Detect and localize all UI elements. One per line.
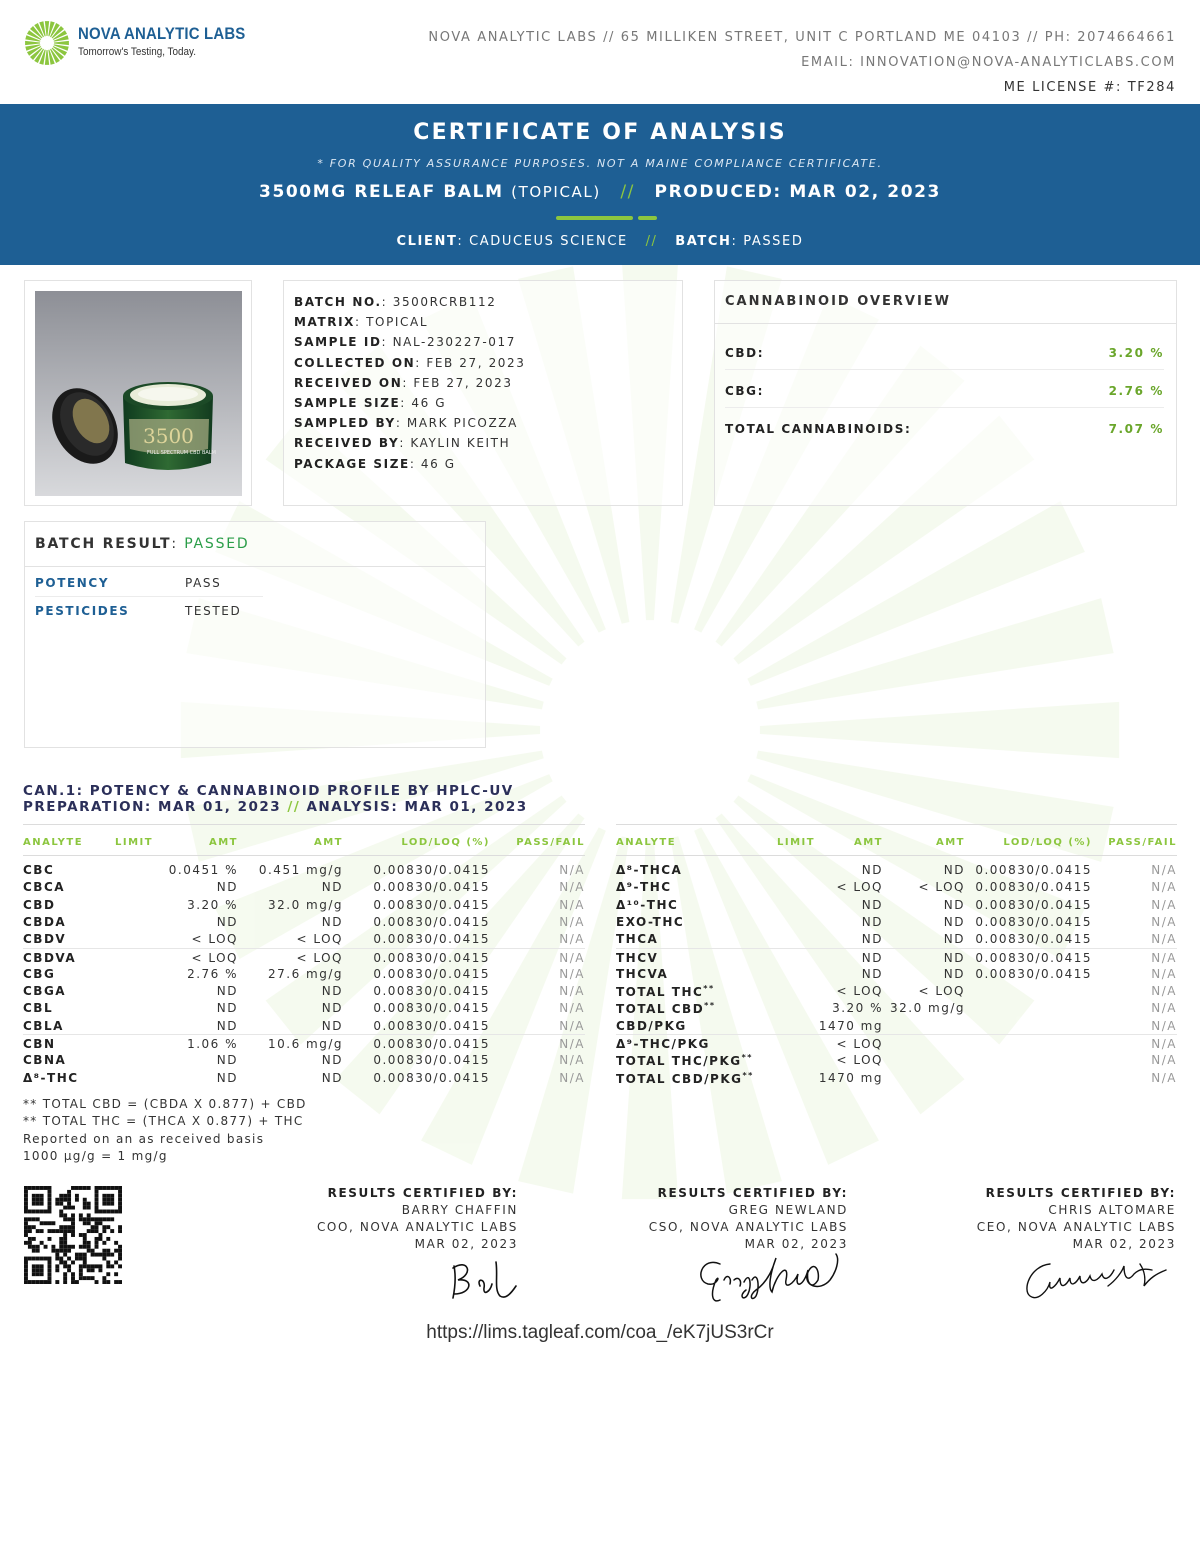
certifier-block-1 bbox=[258, 1185, 518, 1253]
analyte-name-text: CBDVA bbox=[23, 950, 77, 965]
overview-value: 2.76 % bbox=[1108, 384, 1164, 398]
cell-pf: N/A bbox=[1151, 897, 1177, 912]
product-separator: // bbox=[620, 182, 635, 202]
cell-amt1: ND bbox=[861, 932, 883, 947]
cell-amt2: ND bbox=[943, 932, 965, 947]
table-row bbox=[23, 1069, 585, 1086]
analyte-name bbox=[616, 984, 715, 999]
column-header-limit: LIMIT bbox=[777, 837, 816, 848]
product-photo[interactable] bbox=[35, 291, 242, 496]
cell-amt1: 2.76 % bbox=[187, 966, 238, 981]
product-line bbox=[0, 182, 1200, 202]
sample-info-value: : FEB 27, 2023 bbox=[415, 355, 526, 370]
analyte-name bbox=[23, 932, 66, 946]
cell-pf: N/A bbox=[559, 1053, 585, 1068]
overview-label: CBD: bbox=[725, 346, 765, 360]
cell-amt1: 1470 mg bbox=[818, 1070, 883, 1085]
cell-amt2: 0.451 mg/g bbox=[258, 863, 343, 877]
column-header-amt1: AMT bbox=[853, 837, 883, 848]
lab-license: ME LICENSE #: TF284 bbox=[1003, 80, 1176, 95]
cell-pf: N/A bbox=[1151, 966, 1177, 981]
overview-label: TOTAL CANNABINOIDS: bbox=[725, 422, 912, 436]
cell-amt1: < LOQ bbox=[191, 932, 238, 947]
cell-lod: 0.00830/0.0415 bbox=[975, 932, 1092, 947]
potency-table-left bbox=[23, 824, 585, 1085]
cell-amt2: < LOQ bbox=[296, 932, 343, 947]
analyte-name-text: THCA bbox=[616, 932, 659, 947]
analyte-name bbox=[616, 880, 672, 894]
sample-info-row bbox=[294, 312, 526, 332]
cell-amt2: ND bbox=[943, 914, 965, 929]
analyte-name-text: CBNA bbox=[23, 1053, 67, 1068]
title-banner bbox=[0, 104, 1200, 265]
table-row bbox=[23, 999, 585, 1016]
cell-lod: 0.00830/0.0415 bbox=[373, 1001, 490, 1016]
cell-lod: 0.00830/0.0415 bbox=[373, 966, 490, 981]
sample-info-label: COLLECTED ON bbox=[294, 355, 416, 370]
analyte-name bbox=[616, 863, 682, 877]
signature-greg-newland bbox=[690, 1250, 850, 1306]
sample-info-label: SAMPLE SIZE bbox=[294, 395, 401, 410]
analyte-name-text: Δ⁹-THC bbox=[616, 880, 672, 895]
svg-text:3500: 3500 bbox=[143, 424, 194, 448]
analyte-name-text: CBC bbox=[23, 863, 55, 877]
table-row bbox=[23, 1034, 585, 1051]
cell-lod: 0.00830/0.0415 bbox=[975, 914, 1092, 929]
analyte-name bbox=[616, 1071, 754, 1086]
cell-lod: 0.00830/0.0415 bbox=[975, 950, 1092, 965]
cell-amt1: ND bbox=[861, 950, 883, 965]
footnote-marker: ** bbox=[704, 1001, 716, 1011]
analysis-date: ANALYSIS: MAR 01, 2023 bbox=[306, 799, 528, 815]
cell-lod: 0.00830/0.0415 bbox=[975, 966, 1092, 981]
table-row bbox=[616, 999, 1177, 1016]
batch-label: BATCH bbox=[675, 234, 732, 249]
batch-value: : PASSED bbox=[731, 234, 804, 249]
table-row bbox=[616, 861, 1177, 878]
sunburst-logo-icon bbox=[24, 20, 70, 66]
cell-lod: 0.00830/0.0415 bbox=[373, 932, 490, 947]
cell-amt2: ND bbox=[321, 1070, 343, 1085]
sample-info-row bbox=[294, 373, 526, 393]
sample-info-value: : KAYLIN KEITH bbox=[399, 436, 511, 451]
cell-pf: N/A bbox=[1151, 950, 1177, 965]
signature-barry-chaffin bbox=[440, 1256, 520, 1302]
lab-email[interactable]: EMAIL: INNOVATION@NOVA-ANALYTICLABS.COM bbox=[801, 55, 1176, 70]
cell-pf: N/A bbox=[559, 1070, 585, 1085]
analyte-name bbox=[616, 1037, 710, 1051]
column-header-pf: PASS/FAIL bbox=[516, 837, 585, 848]
analyte-name bbox=[616, 967, 668, 981]
certifier-title: CSO, NOVA ANALYTIC LABS bbox=[648, 1220, 848, 1234]
sample-info-row bbox=[294, 393, 526, 413]
cell-amt2: < LOQ bbox=[918, 984, 965, 999]
cell-amt1: 0.0451 % bbox=[168, 863, 238, 877]
table-row bbox=[23, 896, 585, 913]
analyte-name bbox=[23, 898, 55, 912]
cell-lod: 0.00830/0.0415 bbox=[373, 1018, 490, 1033]
cell-amt1: < LOQ bbox=[191, 950, 238, 965]
client-line bbox=[0, 234, 1200, 249]
cell-lod: 0.00830/0.0415 bbox=[373, 984, 490, 999]
certifier-date: MAR 02, 2023 bbox=[1072, 1237, 1176, 1251]
overview-label: CBG: bbox=[725, 384, 765, 398]
table-row bbox=[616, 930, 1177, 947]
footnote-marker: ** bbox=[703, 984, 715, 994]
sample-info-value: : 3500RCRB112 bbox=[381, 295, 497, 309]
note-line: Reported on an as received basis bbox=[23, 1131, 265, 1146]
cell-pf: N/A bbox=[559, 1037, 585, 1051]
analyte-name bbox=[23, 984, 66, 998]
cell-pf: N/A bbox=[559, 932, 585, 947]
cell-lod: 0.00830/0.0415 bbox=[975, 897, 1092, 912]
calculation-notes bbox=[23, 1096, 307, 1165]
signature-chris-altomare bbox=[1020, 1256, 1172, 1306]
cell-pf: N/A bbox=[1151, 863, 1177, 877]
sample-info-value: : 46 G bbox=[400, 395, 447, 410]
cell-amt1: ND bbox=[216, 1018, 238, 1033]
note-line: 1000 µg/g = 1 mg/g bbox=[23, 1148, 168, 1163]
cell-lod: 0.00830/0.0415 bbox=[373, 1037, 490, 1051]
lab-address: NOVA ANALYTIC LABS // 65 MILLIKEN STREET, UNIT C PORTLAND ME 04103 // PH: 2074664661 bbox=[428, 30, 1176, 45]
note-line: ** TOTAL THC = (THCA X 0.877) + THC bbox=[23, 1114, 304, 1129]
table-row bbox=[23, 982, 585, 999]
table-row bbox=[23, 1051, 585, 1068]
cell-pf: N/A bbox=[559, 863, 585, 877]
analyte-name bbox=[23, 1019, 64, 1033]
preparation-date: PREPARATION: MAR 01, 2023 bbox=[23, 799, 282, 815]
cell-pf: N/A bbox=[1151, 984, 1177, 999]
section-date-separator: // bbox=[287, 799, 301, 815]
sample-info-label: MATRIX bbox=[294, 315, 356, 330]
cell-pf: N/A bbox=[559, 914, 585, 929]
analyte-name-text: CBLA bbox=[23, 1018, 64, 1033]
table-row bbox=[23, 878, 585, 895]
cell-amt1: 1470 mg bbox=[818, 1018, 883, 1033]
cell-pf: N/A bbox=[559, 984, 585, 999]
analyte-name-text: TOTAL THC bbox=[616, 985, 704, 1000]
analyte-name-text: TOTAL THC/PKG bbox=[616, 1054, 742, 1069]
cell-amt1: ND bbox=[861, 914, 883, 929]
analyte-name bbox=[616, 932, 658, 946]
table-row bbox=[616, 896, 1177, 913]
potency-table-right bbox=[616, 824, 1177, 1086]
analyte-name bbox=[616, 1001, 716, 1016]
cell-amt1: ND bbox=[216, 914, 238, 929]
column-header-lod: LOD/LOQ (%) bbox=[1003, 837, 1092, 848]
cell-pf: N/A bbox=[559, 1018, 585, 1033]
certifier-date: MAR 02, 2023 bbox=[744, 1237, 848, 1251]
cell-lod: 0.00830/0.0415 bbox=[373, 863, 490, 877]
column-header-amt2: AMT bbox=[313, 837, 343, 848]
cell-lod: 0.00830/0.0415 bbox=[975, 880, 1092, 895]
analyte-name-text: THCVA bbox=[616, 966, 669, 981]
table-row bbox=[23, 861, 585, 878]
cell-amt1: ND bbox=[216, 880, 238, 895]
analyte-name-text: TOTAL CBD bbox=[616, 1002, 705, 1017]
client-label: CLIENT bbox=[396, 234, 458, 249]
logo-name: NOVA ANALYTIC LABS bbox=[78, 24, 246, 43]
analyte-name-text: CBD bbox=[23, 897, 56, 912]
analyte-name bbox=[23, 1071, 79, 1085]
analyte-name-text: CBD/PKG bbox=[616, 1018, 687, 1033]
table-row bbox=[23, 948, 585, 965]
cell-amt1: ND bbox=[216, 984, 238, 999]
batch-result-colon: : bbox=[171, 536, 178, 552]
section-title: CAN.1: POTENCY & CANNABINOID PROFILE BY HPLC-UV bbox=[23, 783, 514, 799]
cell-pf: N/A bbox=[559, 880, 585, 895]
cell-amt1: ND bbox=[216, 1053, 238, 1068]
batch-result-row bbox=[35, 569, 263, 597]
table-row bbox=[616, 1051, 1177, 1068]
cell-pf: N/A bbox=[559, 950, 585, 965]
batch-result-label: BATCH RESULT bbox=[35, 536, 172, 552]
column-header-analyte: ANALYTE bbox=[23, 837, 84, 848]
certifier-title: CEO, NOVA ANALYTIC LABS bbox=[976, 1220, 1176, 1234]
column-header-lod: LOD/LOQ (%) bbox=[401, 837, 490, 848]
analyte-name bbox=[616, 1053, 753, 1068]
client-value: : CADUCEUS SCIENCE bbox=[457, 234, 628, 249]
cell-lod: 0.00830/0.0415 bbox=[373, 897, 490, 912]
cell-pf: N/A bbox=[1151, 1070, 1177, 1085]
certifier-heading: RESULTS CERTIFIED BY: bbox=[985, 1186, 1176, 1200]
cell-amt2: 32.0 mg/g bbox=[268, 897, 343, 912]
table-row bbox=[616, 1069, 1177, 1086]
batch-result-status: PASSED bbox=[184, 536, 250, 552]
analyte-name bbox=[616, 1019, 687, 1033]
certifier-date: MAR 02, 2023 bbox=[414, 1237, 518, 1251]
qr-code[interactable] bbox=[24, 1186, 122, 1284]
cell-amt2: ND bbox=[943, 950, 965, 965]
sample-info-label: BATCH NO. bbox=[294, 295, 382, 309]
batch-result-row-label: POTENCY bbox=[35, 576, 110, 590]
batch-result-row-label: PESTICIDES bbox=[35, 604, 130, 618]
potency-section-heading bbox=[23, 783, 528, 815]
table-row bbox=[616, 878, 1177, 895]
sample-info-row bbox=[294, 332, 526, 352]
certifier-name: BARRY CHAFFIN bbox=[401, 1203, 518, 1217]
column-header-limit: LIMIT bbox=[115, 837, 154, 848]
analyte-name bbox=[616, 915, 684, 929]
footnote-marker: ** bbox=[741, 1053, 753, 1063]
cannabinoid-overview-card bbox=[714, 280, 1177, 506]
product-name: 3500MG RELEAF BALM bbox=[259, 182, 504, 202]
cell-amt1: < LOQ bbox=[836, 1037, 883, 1051]
cell-amt2: ND bbox=[943, 897, 965, 912]
analyte-name bbox=[23, 863, 54, 877]
cell-amt2: ND bbox=[321, 880, 343, 895]
analyte-name-text: TOTAL CBD/PKG bbox=[616, 1071, 743, 1086]
analyte-name-text: CBG bbox=[23, 966, 56, 981]
cell-amt2: < LOQ bbox=[296, 950, 343, 965]
analyte-name-text: CBDV bbox=[23, 932, 67, 947]
cell-pf: N/A bbox=[559, 897, 585, 912]
cell-pf: N/A bbox=[1151, 1053, 1177, 1068]
analyte-name bbox=[616, 898, 678, 912]
footnote-marker: ** bbox=[742, 1070, 754, 1080]
sample-info-label: RECEIVED ON bbox=[294, 375, 403, 390]
table-row bbox=[616, 1034, 1177, 1051]
logo-tagline: Tomorrow's Testing, Today. bbox=[78, 46, 196, 58]
qa-disclaimer: * FOR QUALITY ASSURANCE PURPOSES. NOT A MAINE COMPLIANCE CERTIFICATE. bbox=[317, 157, 883, 170]
analyte-name bbox=[23, 915, 66, 929]
cell-pf: N/A bbox=[559, 966, 585, 981]
cell-amt1: ND bbox=[216, 1001, 238, 1016]
svg-text:FULL SPECTRUM CBD BALM: FULL SPECTRUM CBD BALM bbox=[147, 450, 216, 456]
column-header-amt2: AMT bbox=[935, 837, 965, 848]
certifier-block-3 bbox=[916, 1185, 1176, 1253]
sample-info-value: : 46 G bbox=[409, 456, 456, 471]
cell-pf: N/A bbox=[1151, 914, 1177, 929]
cell-amt1: ND bbox=[861, 897, 883, 912]
cell-amt2: ND bbox=[321, 1018, 343, 1033]
analyte-name-text: CBL bbox=[23, 1001, 54, 1016]
sample-info-row bbox=[294, 454, 526, 474]
cell-amt2: ND bbox=[321, 1053, 343, 1068]
cell-amt2: ND bbox=[321, 914, 343, 929]
table-row bbox=[616, 913, 1177, 930]
sample-info-value: : NAL-230227-017 bbox=[381, 335, 517, 350]
column-header-analyte: ANALYTE bbox=[616, 837, 677, 848]
overview-row bbox=[725, 408, 1164, 446]
cell-amt1: < LOQ bbox=[836, 984, 883, 999]
analyte-name bbox=[23, 1037, 56, 1051]
table-row bbox=[616, 1017, 1177, 1034]
cell-pf: N/A bbox=[1151, 1018, 1177, 1033]
table-row bbox=[616, 982, 1177, 999]
column-header-pf: PASS/FAIL bbox=[1108, 837, 1177, 848]
cell-amt2: ND bbox=[943, 966, 965, 981]
certifier-block-2 bbox=[588, 1185, 848, 1253]
cell-amt2: 27.6 mg/g bbox=[268, 966, 343, 981]
overview-row bbox=[725, 332, 1164, 370]
analyte-name-text: CBDA bbox=[23, 914, 67, 929]
cell-lod: 0.00830/0.0415 bbox=[373, 880, 490, 895]
client-separator: // bbox=[645, 234, 658, 249]
cell-amt1: < LOQ bbox=[836, 1053, 883, 1068]
sample-info-label: SAMPLED BY bbox=[294, 416, 396, 431]
cell-pf: N/A bbox=[1151, 1037, 1177, 1051]
cell-lod: 0.00830/0.0415 bbox=[373, 1070, 490, 1085]
analyte-name bbox=[23, 1053, 66, 1067]
analyte-name-text: EXO-THC bbox=[616, 914, 685, 929]
analyte-name-text: Δ¹⁰-THC bbox=[616, 897, 679, 912]
sample-info-row bbox=[294, 292, 526, 312]
cell-amt1: 3.20 % bbox=[187, 897, 238, 912]
analyte-name-text: THCV bbox=[616, 950, 659, 965]
table-row bbox=[23, 1017, 585, 1034]
overview-value: 3.20 % bbox=[1108, 346, 1164, 360]
cell-amt1: 3.20 % bbox=[832, 1001, 883, 1016]
sample-info-value: : TOPICAL bbox=[355, 315, 429, 330]
table-row bbox=[616, 965, 1177, 982]
batch-result-row bbox=[35, 597, 315, 625]
analyte-name bbox=[616, 951, 658, 965]
table-row bbox=[616, 948, 1177, 965]
page-header bbox=[0, 0, 1200, 104]
certifier-heading: RESULTS CERTIFIED BY: bbox=[327, 1186, 518, 1200]
sample-info-value: : FEB 27, 2023 bbox=[402, 375, 513, 390]
produced-date: PRODUCED: MAR 02, 2023 bbox=[654, 182, 941, 202]
analyte-name-text: Δ⁸-THC bbox=[23, 1070, 79, 1085]
cell-amt2: ND bbox=[321, 1001, 343, 1016]
analyte-name bbox=[23, 880, 65, 894]
cell-amt1: ND bbox=[216, 1070, 238, 1085]
analyte-name bbox=[23, 951, 76, 965]
batch-result-row-value: TESTED bbox=[185, 604, 242, 618]
analyte-name-text: CBCA bbox=[23, 880, 66, 895]
sample-info-label: SAMPLE ID bbox=[294, 335, 382, 350]
overview-row bbox=[725, 370, 1164, 408]
cell-amt1: ND bbox=[861, 863, 883, 877]
certifier-name: GREG NEWLAND bbox=[728, 1203, 848, 1217]
cell-amt1: ND bbox=[861, 966, 883, 981]
cell-amt2: 10.6 mg/g bbox=[268, 1037, 343, 1051]
product-type: (TOPICAL) bbox=[511, 183, 601, 201]
cell-pf: N/A bbox=[1151, 932, 1177, 947]
analyte-name-text: Δ⁹-THC/PKG bbox=[616, 1037, 710, 1051]
cell-amt1: 1.06 % bbox=[187, 1037, 238, 1051]
batch-result-row-value: PASS bbox=[185, 576, 222, 590]
cell-pf: N/A bbox=[559, 1001, 585, 1016]
table-row bbox=[23, 965, 585, 982]
company-logo[interactable] bbox=[24, 20, 246, 68]
sample-info-row bbox=[294, 433, 526, 453]
overview-value: 7.07 % bbox=[1108, 422, 1164, 436]
cell-pf: N/A bbox=[1151, 1001, 1177, 1016]
analyte-name-text: Δ⁸-THCA bbox=[616, 863, 683, 877]
cell-amt1: < LOQ bbox=[836, 880, 883, 895]
analyte-name bbox=[23, 967, 55, 981]
cell-pf: N/A bbox=[1151, 880, 1177, 895]
table-row bbox=[23, 913, 585, 930]
certifier-name: CHRIS ALTOMARE bbox=[1048, 1203, 1176, 1217]
column-header-amt1: AMT bbox=[208, 837, 238, 848]
sample-info-list bbox=[294, 292, 526, 474]
overview-title: CANNABINOID OVERVIEW bbox=[725, 294, 952, 309]
sample-info-row bbox=[294, 413, 526, 433]
cell-amt2: ND bbox=[321, 984, 343, 999]
cell-lod: 0.00830/0.0415 bbox=[975, 863, 1092, 877]
batch-result-title bbox=[35, 536, 250, 552]
sample-info-label: PACKAGE SIZE bbox=[294, 456, 410, 471]
cell-lod: 0.00830/0.0415 bbox=[373, 1053, 490, 1068]
cell-amt2: ND bbox=[943, 863, 965, 877]
certificate-title: CERTIFICATE OF ANALYSIS bbox=[413, 120, 787, 145]
analyte-name-text: CBN bbox=[23, 1037, 56, 1051]
sample-info-value: : MARK PICOZZA bbox=[395, 416, 518, 431]
analyte-name bbox=[23, 1001, 53, 1015]
table-row bbox=[23, 930, 585, 947]
cell-lod: 0.00830/0.0415 bbox=[373, 914, 490, 929]
analyte-name-text: CBGA bbox=[23, 984, 67, 999]
batch-result-card bbox=[24, 521, 486, 748]
product-photo-card bbox=[24, 280, 252, 506]
note-line: ** TOTAL CBD = (CBDA X 0.877) + CBD bbox=[23, 1097, 307, 1111]
certifier-title: COO, NOVA ANALYTIC LABS bbox=[316, 1220, 518, 1234]
section-dates bbox=[23, 799, 528, 815]
cell-amt2: < LOQ bbox=[918, 880, 965, 895]
cell-amt2: 32.0 mg/g bbox=[890, 1001, 965, 1016]
certifier-heading: RESULTS CERTIFIED BY: bbox=[657, 1186, 848, 1200]
sample-info-row bbox=[294, 353, 526, 373]
sample-info-label: RECEIVED BY bbox=[294, 436, 400, 451]
coa-url-link[interactable]: https://lims.tagleaf.com/coa_/eK7jUS3rCr bbox=[426, 1322, 774, 1343]
cell-lod: 0.00830/0.0415 bbox=[373, 950, 490, 965]
sample-info-card bbox=[283, 280, 683, 506]
